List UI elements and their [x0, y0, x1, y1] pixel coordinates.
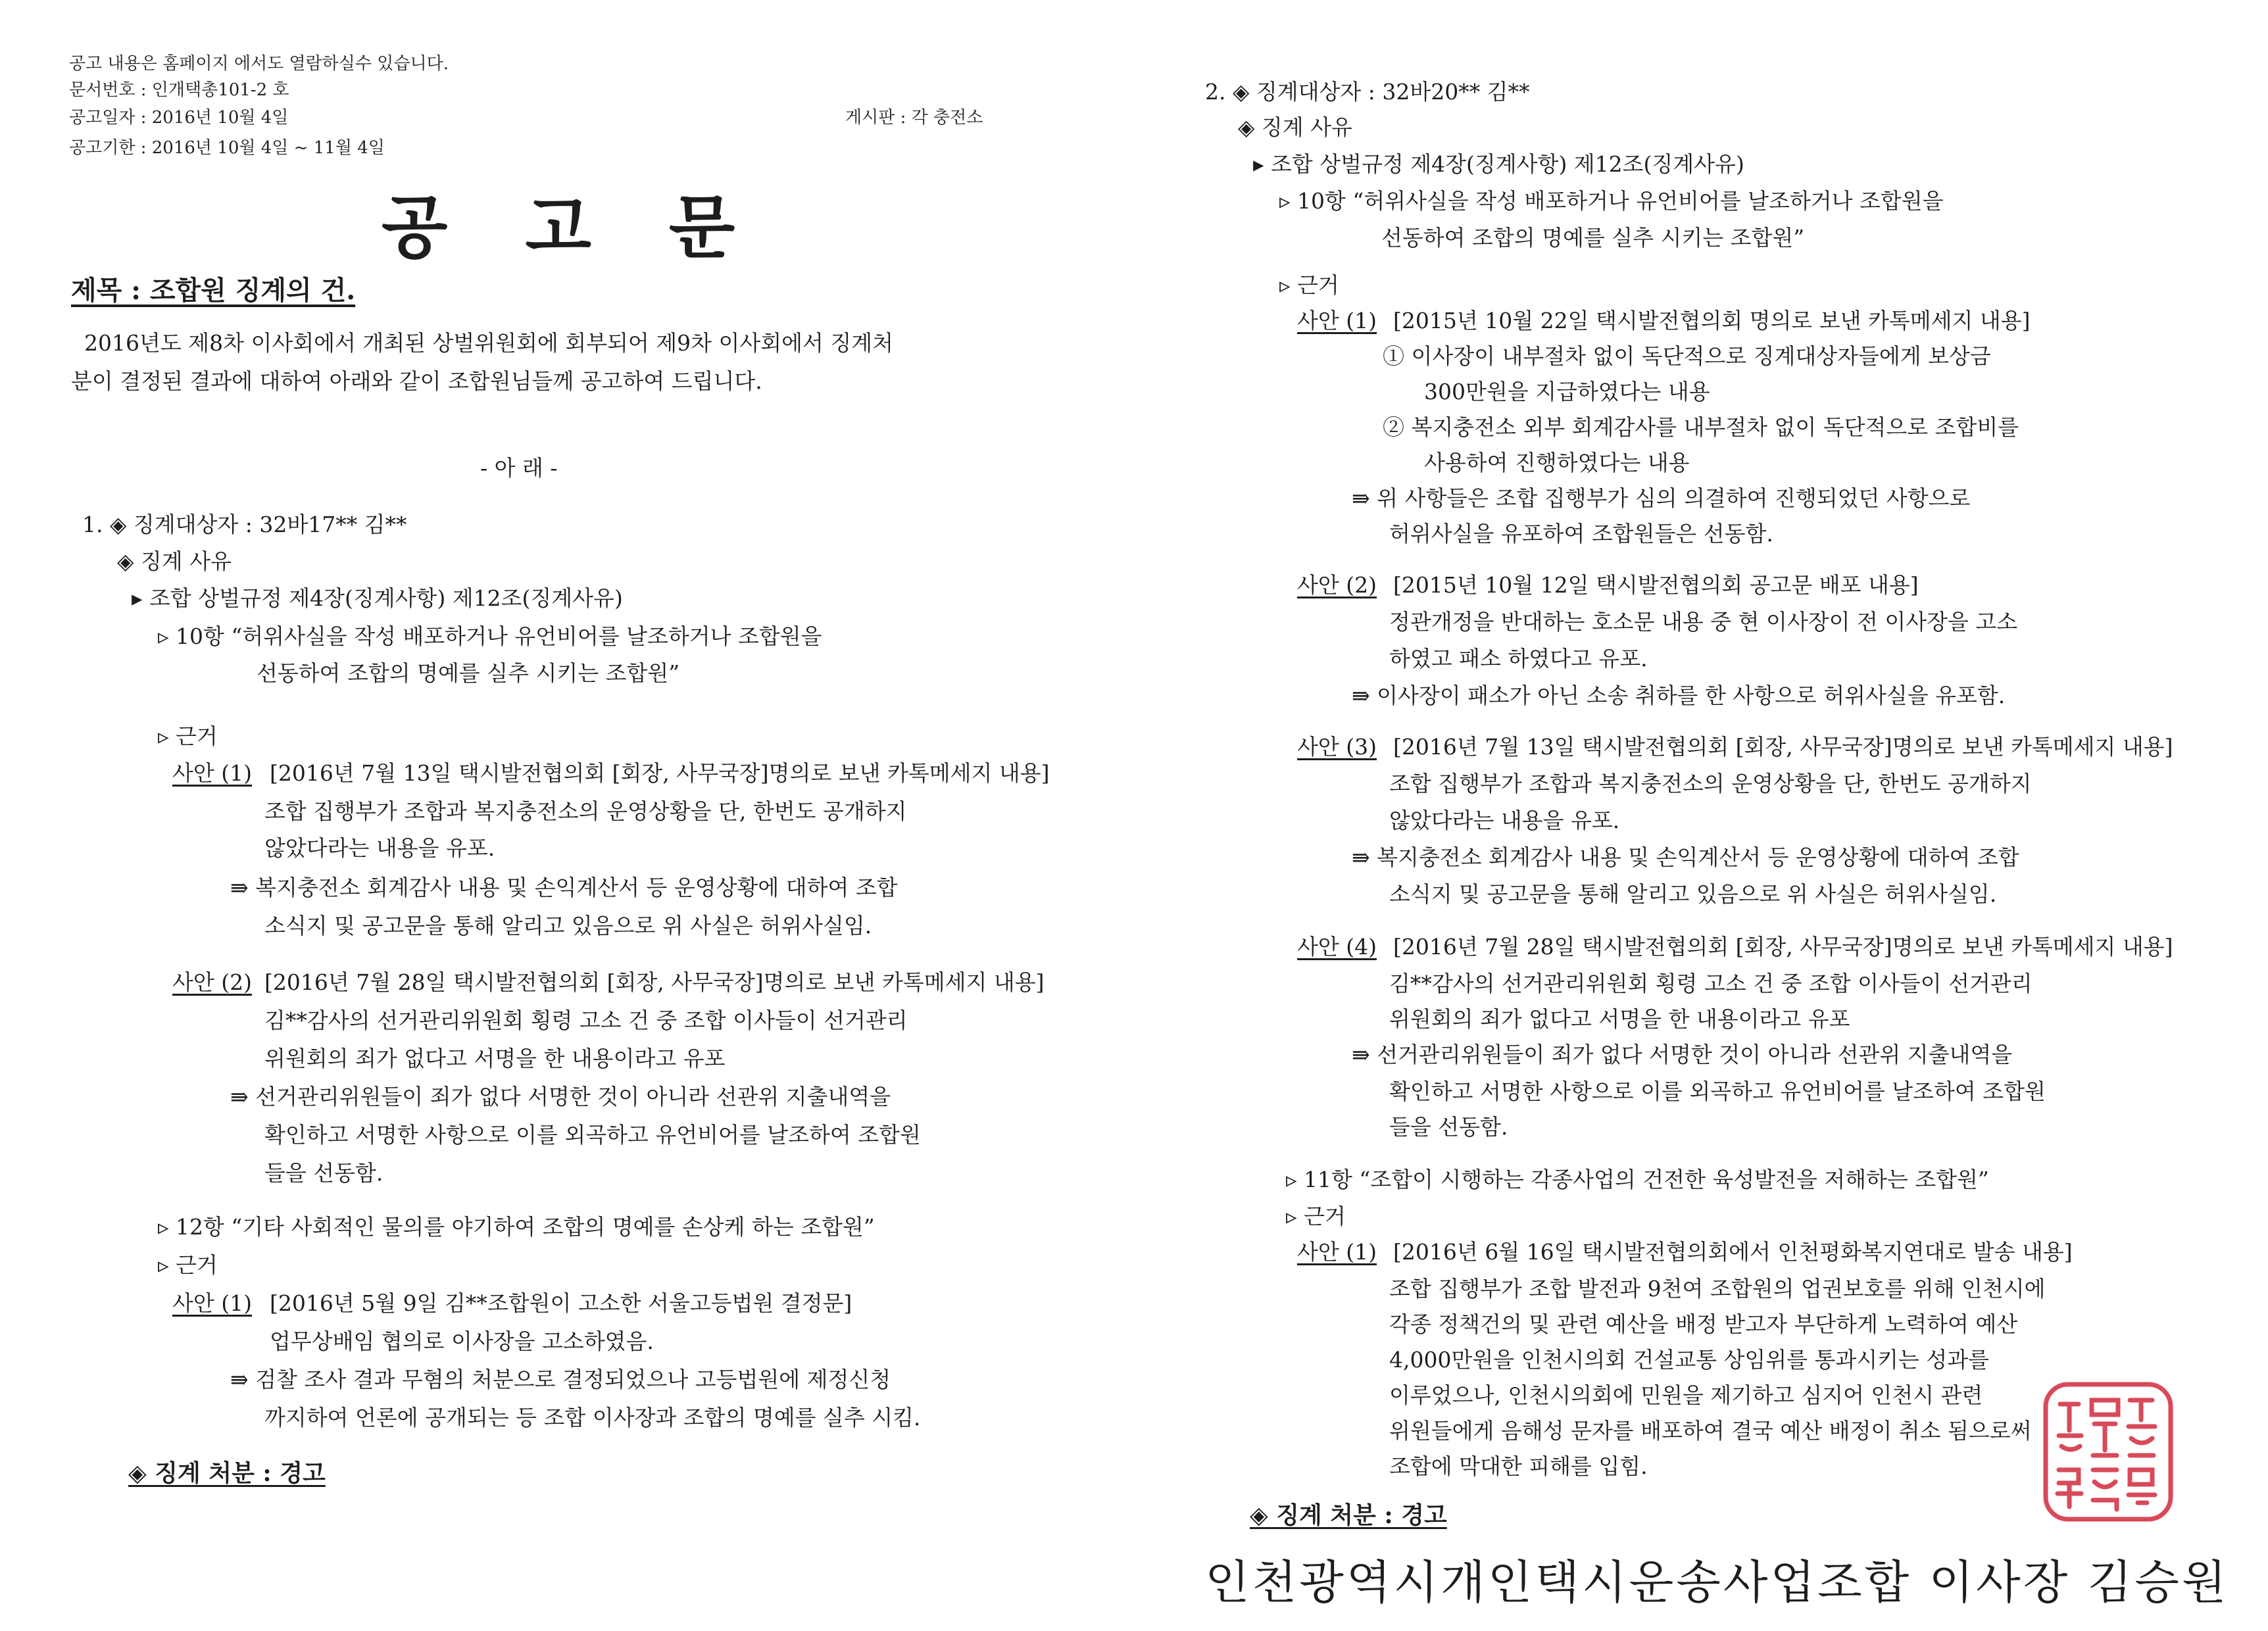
seal-glyph — [2129, 1470, 2155, 1503]
section-1-case-2-line: 확인하고 서명한 사항으로 이를 외곡하고 유언비어를 날조하여 조합원 — [264, 1122, 921, 1148]
section-1-basis-2: ▹ 근거 — [158, 1252, 218, 1278]
section-2-case-3-line: 소식지 및 공고문을 통해 알리고 있음으로 위 사실은 허위사실임. — [1389, 881, 1997, 907]
notice-board: 게시판 : 각 충전소 — [845, 108, 983, 128]
section-1-case-1-line: ⇛ 복지충전소 회계감사 내용 및 손익계산서 등 운영상황에 대하여 조합 — [230, 875, 898, 900]
section-2-case-5-label: 사안 (1) — [1297, 1239, 1377, 1265]
section-2-case-5-line: 조합 집행부가 조합 발전과 9천여 조합원의 업권보호를 위해 인천시에 — [1389, 1276, 2046, 1302]
section-2-case-1-line: ⇛ 위 사항들은 조합 집행부가 심의 의결하여 진행되었던 사항으로 — [1352, 485, 1971, 511]
section-1-case-1-line: 조합 집행부가 조합과 복지충전소의 운영상황을 단, 한번도 공개하지 — [264, 798, 907, 824]
section-1-basis: ▹ 근거 — [158, 723, 218, 749]
seal-glyph — [2093, 1470, 2117, 1509]
section-2-case-5-line: 위원들에게 음해성 문자를 배포하여 결국 예산 배정이 취소 됨으로써 — [1389, 1418, 2032, 1444]
section-2-reason-heading: ◈ 징계 사유 — [1238, 114, 1352, 140]
section-2-case-4-title: [2016년 7월 28일 택시발전협의회 [회장, 사무국장]명의로 보낸 카톡메세지 내용] — [1393, 934, 2173, 960]
section-1-case-2-label: 사안 (2) — [172, 969, 252, 995]
section-1-case-3-label: 사안 (1) — [172, 1290, 252, 1316]
signature-line: 인천광역시개인택시운송사업조합 이사장 김승원 — [1205, 1555, 2229, 1609]
section-2-case-4-line: 들을 선동함. — [1389, 1114, 1508, 1140]
section-1-case-1-label: 사안 (1) — [172, 760, 252, 786]
page-title: 공고문 — [382, 187, 813, 268]
section-1-case-1-line: 소식지 및 공고문을 통해 알리고 있음으로 위 사실은 허위사실임. — [264, 913, 872, 938]
section-1-case-2-line: ⇛ 선거관리위원들이 죄가 없다 서명한 것이 아니라 선관위 지출내역을 — [230, 1084, 891, 1109]
section-2-case-4-label: 사안 (4) — [1297, 934, 1377, 960]
document-number: 문서번호 : 인개택총101-2 호 — [69, 80, 289, 100]
section-2-case-3-line: ⇛ 복지충전소 회계감사 내용 및 손익계산서 등 운영상황에 대하여 조합 — [1352, 844, 2019, 870]
section-1-clause10-a: ▹ 10항 “허위사실을 작성 배포하거나 유언비어를 날조하거나 조합원을 — [158, 623, 822, 649]
section-1-reason-heading: ◈ 징계 사유 — [117, 548, 232, 574]
section-1-clause12: ▹ 12항 “기타 사회적인 물의를 야기하여 조합의 명예를 손상케 하는 조합원” — [158, 1214, 875, 1240]
below-heading: - 아 래 - — [480, 455, 558, 481]
section-1-case-2-title: [2016년 7월 28일 택시발전협의회 [회장, 사무국장]명의로 보낸 카톡메세지 내용] — [264, 969, 1045, 995]
section-2-basis: ▹ 근거 — [1279, 272, 1339, 298]
section-2-case-1-line: 허위사실을 유포하여 조합원들은 선동함. — [1389, 521, 1773, 547]
section-1-case-1-line: 않았다라는 내용을 유포. — [264, 835, 495, 861]
section-2-case-3-line: 조합 집행부가 조합과 복지충전소의 운영상황을 단, 한번도 공개하지 — [1389, 771, 2032, 796]
section-2-case-5-line: 이루었으나, 인천시의회에 민원을 제기하고 심지어 인천시 관련 — [1389, 1382, 1983, 1408]
section-2-clause10-a: ▹ 10항 “허위사실을 작성 배포하거나 유언비어를 날조하거나 조합원을 — [1279, 188, 1944, 214]
intro-line-2: 분이 결정된 결과에 대하여 아래와 같이 조합원님들께 공고하여 드립니다. — [71, 368, 762, 394]
seal-glyph — [2058, 1470, 2081, 1507]
section-2-case-5-line: 각종 정책건의 및 관련 예산을 배정 받고자 부단하게 노력하여 예산 — [1389, 1311, 2018, 1337]
section-2-case-5-line: 4,000만원을 인천시의회 건설교통 상임위를 통과시키는 성과를 — [1389, 1347, 1989, 1373]
section-2-case-1-line: 300만원을 지급하였다는 내용 — [1424, 379, 1710, 404]
seal-glyph — [2059, 1404, 2081, 1449]
section-1-case-1-title: [2016년 7월 13일 택시발전협의회 [회장, 사무국장]명의로 보낸 카톡메세지 내용] — [270, 760, 1050, 786]
section-2-target: 2. ◈ 징계대상자 : 32바20** 김** — [1205, 79, 1530, 105]
section-1-clause10-b: 선동하여 조합의 명예를 실추 시키는 조합원” — [257, 660, 680, 686]
section-1-case-2-line: 들을 선동함. — [264, 1160, 383, 1186]
section-1-case-3-line: 까지하여 언론에 공개되는 등 조합 이사장과 조합의 명예를 실추 시킴. — [264, 1405, 921, 1430]
notice-subject: 제목 : 조합원 징계의 건. — [71, 275, 356, 306]
intro-line-1: 2016년도 제8차 이사회에서 개최된 상벌위원회에 회부되어 제9차 이사회에서 징계처 — [84, 330, 893, 356]
notice-date: 공고일자 : 2016년 10월 4일 — [69, 108, 289, 128]
section-2-case-5-title: [2016년 6월 16일 택시발전협의회에서 인천평화복지연대로 발송 내용] — [1393, 1239, 2073, 1265]
section-2-basis-2: ▹ 근거 — [1286, 1204, 1346, 1229]
section-1-case-3-line: 업무상배임 협의로 이사장을 고소하였음. — [270, 1328, 654, 1354]
section-2-clause11: ▹ 11항 “조합이 시행하는 각종사업의 건전한 육성발전을 저해하는 조합원” — [1286, 1167, 1989, 1192]
section-1-target: 1. ◈ 징계대상자 : 32바17** 김** — [82, 512, 407, 537]
notice-period: 공고기한 : 2016년 10월 4일 ~ 11월 4일 — [69, 138, 385, 158]
section-1-case-2-line: 김**감사의 선거관리위원회 횡령 고소 건 중 조합 이사들이 선거관리 — [264, 1008, 908, 1033]
section-2-rule: ▸ 조합 상벌규정 제4장(징계사항) 제12조(징계사유) — [1253, 151, 1744, 177]
section-2-case-2-line: ⇛ 이사장이 패소가 아닌 소송 취하를 한 사항으로 허위사실을 유포함. — [1352, 683, 2006, 708]
section-2-case-1-title: [2015년 10월 22일 택시발전협의회 명의로 보낸 카톡메세지 내용] — [1393, 308, 2031, 333]
section-1-penalty — [128, 1455, 326, 1492]
section-2-penalty-text: ◈ 징계 처분 : 경고 — [1250, 1501, 1447, 1529]
section-2-clause10-b: 선동하여 조합의 명예를 실추 시키는 조합원” — [1381, 225, 1805, 251]
section-1-case-3-line: ⇛ 검찰 조사 결과 무혐의 처분으로 결정되었으나 고등법원에 제정신청 — [230, 1367, 891, 1392]
section-2-case-5-line: 조합에 막대한 피해를 입힘. — [1389, 1453, 1648, 1479]
section-1-penalty-text: ◈ 징계 처분 : 경고 — [128, 1459, 326, 1487]
section-2-case-1-line: 사용하여 진행하였다는 내용 — [1424, 450, 1690, 475]
section-2-case-1-label: 사안 (1) — [1297, 308, 1377, 333]
section-1-rule: ▸ 조합 상벌규정 제4장(징계사항) 제12조(징계사유) — [132, 585, 623, 611]
section-2-case-4-line: ⇛ 선거관리위원들이 죄가 없다 서명한 것이 아니라 선관위 지출내역을 — [1352, 1042, 2013, 1067]
section-2-case-3-line: 않았다라는 내용을 유포. — [1389, 808, 1620, 833]
section-2-case-1-line: ① 이사장이 내부절차 없이 독단적으로 징계대상자들에게 보상금 — [1383, 343, 1991, 369]
seal-strokes — [2046, 1384, 2171, 1519]
seal-glyph — [2129, 1400, 2155, 1455]
section-2-case-3-label: 사안 (3) — [1297, 734, 1377, 760]
section-2-case-4-line: 확인하고 서명한 사항으로 이를 외곡하고 유언비어를 날조하여 조합원 — [1389, 1079, 2046, 1104]
section-2-case-2-line: 하였고 패소 하였다고 유포. — [1389, 646, 1648, 671]
section-2-case-2-title: [2015년 10월 12일 택시발전협의회 공고문 배포 내용] — [1393, 572, 1919, 598]
section-2-case-2-line: 정관개정을 반대하는 호소문 내용 중 현 이사장이 전 이사장을 고소 — [1389, 609, 2018, 635]
official-seal-stamp-icon — [2039, 1378, 2177, 1526]
section-2-case-1-line: ② 복지충전소 외부 회계감사를 내부절차 없이 독단적으로 조합비를 — [1383, 414, 2019, 440]
section-1-case-3-title: [2016년 5월 9일 김**조합원이 고소한 서울고등법원 결정문] — [270, 1290, 852, 1316]
section-2-penalty — [1250, 1497, 1447, 1534]
section-1-case-2-line: 위원회의 죄가 없다고 서명을 한 내용이라고 유포 — [264, 1046, 726, 1071]
notice-online-line: 공고 내용은 홈페이지 에서도 열람하실수 있습니다. — [69, 54, 449, 74]
section-2-case-4-line: 위원회의 죄가 없다고 서명을 한 내용이라고 유포 — [1389, 1006, 1850, 1032]
section-2-case-2-label: 사안 (2) — [1297, 572, 1377, 598]
seal-glyph — [2092, 1400, 2118, 1455]
section-2-case-3-title: [2016년 7월 13일 택시발전협의회 [회장, 사무국장]명의로 보낸 카톡메세지 내용] — [1393, 734, 2173, 760]
section-2-case-4-line: 김**감사의 선거관리위원회 횡령 고소 건 중 조합 이사들이 선거관리 — [1389, 971, 2033, 996]
